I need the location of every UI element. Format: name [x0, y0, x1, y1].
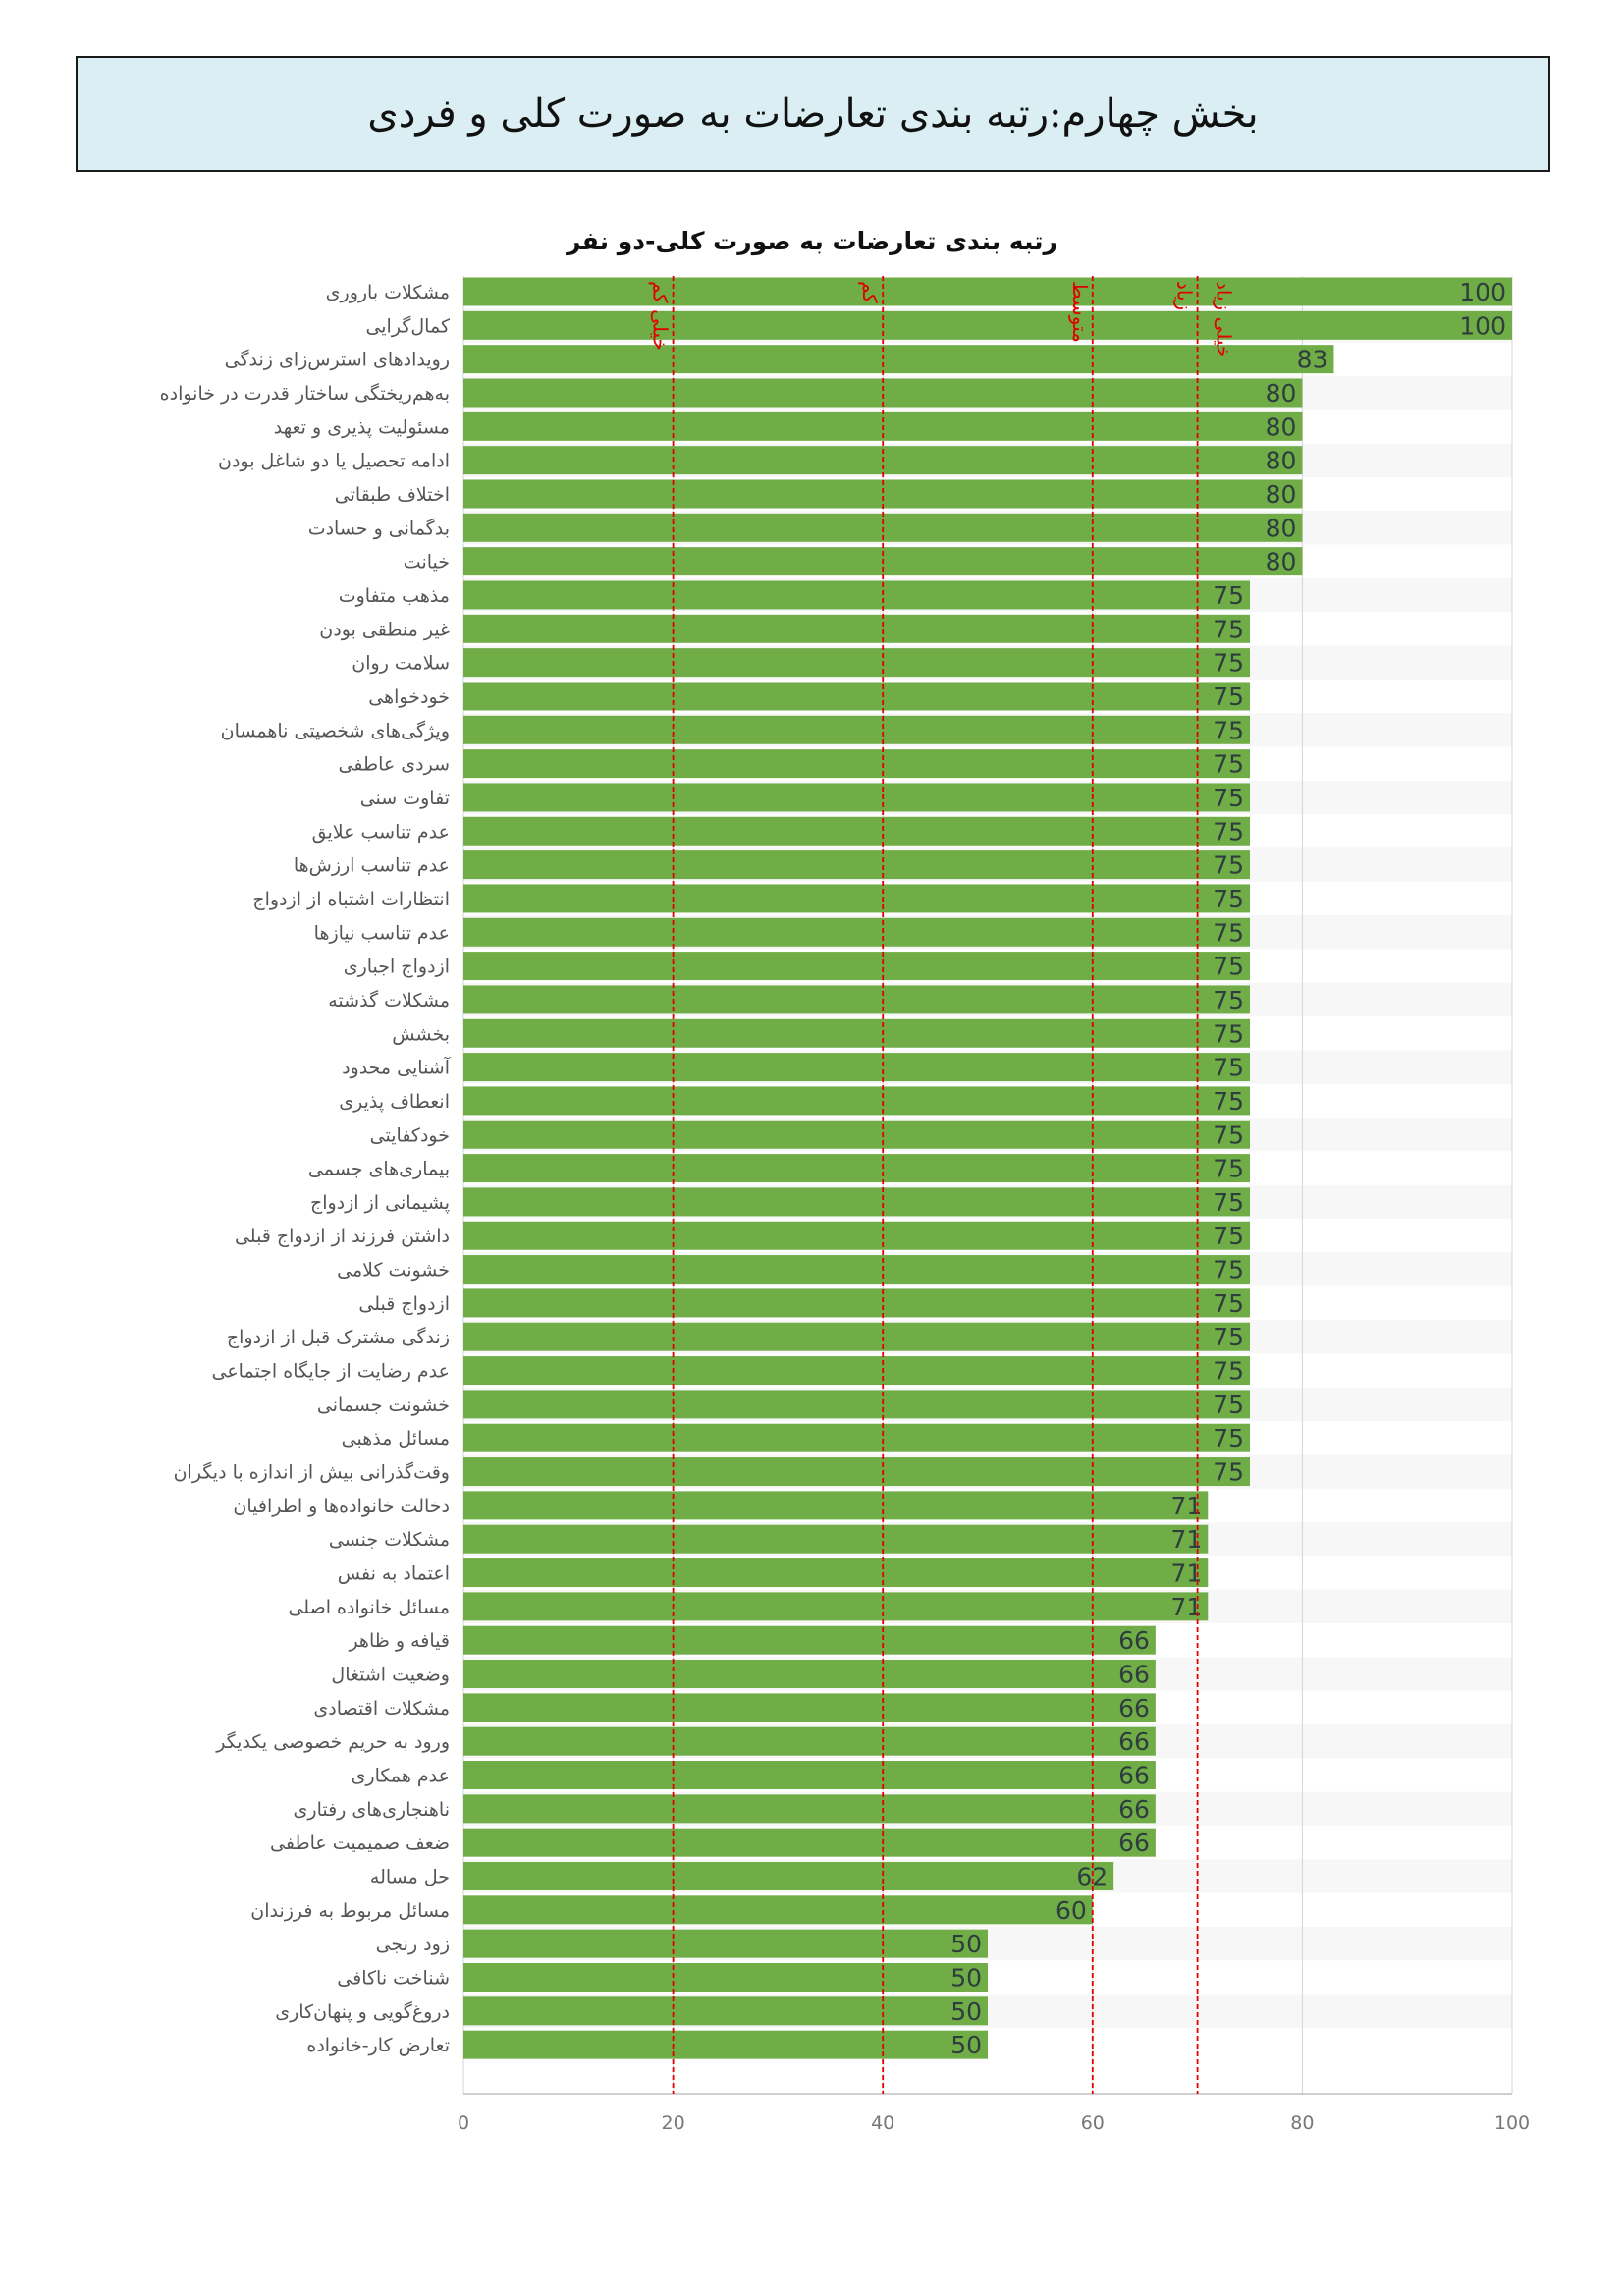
- category-label: مسائل خانواده اصلی: [288, 1596, 450, 1618]
- category-label: ادامه تحصیل یا دو شاغل بودن: [218, 450, 450, 472]
- bar-value-label: 80: [1265, 446, 1297, 475]
- bar: [463, 918, 1250, 947]
- bar-value-label: 75: [1213, 682, 1244, 711]
- bar-value-label: 66: [1118, 1693, 1150, 1722]
- bar-value-label: 60: [1055, 1895, 1087, 1925]
- bar: [463, 749, 1250, 778]
- x-tick-label: 0: [457, 2112, 470, 2134]
- bar-value-label: 66: [1118, 1727, 1150, 1757]
- bar-value-label: 75: [1213, 1187, 1244, 1217]
- bar-value-label: 75: [1213, 1053, 1244, 1082]
- bar: [463, 1356, 1250, 1385]
- category-label: قیافه و ظاهر: [349, 1630, 450, 1653]
- bar-value-label: 50: [950, 1963, 982, 1993]
- bar: [463, 1053, 1250, 1081]
- bar-value-label: 75: [1213, 1390, 1244, 1419]
- bar-value-label: 75: [1213, 1019, 1244, 1049]
- bar: [463, 783, 1250, 811]
- reference-line-label: خیلی کم: [648, 281, 673, 351]
- category-label: عدم تناسب ارزش‌ها: [293, 854, 450, 877]
- category-label: ویژگی‌های شخصیتی ناهمسان: [220, 720, 450, 742]
- chart-title: رتبه بندی تعارضات به صورت کلی-دو نفر: [567, 227, 1057, 255]
- category-label: تفاوت سنی: [359, 787, 450, 809]
- bar: [463, 1626, 1156, 1655]
- bar-value-label: 75: [1213, 580, 1244, 610]
- bar: [463, 952, 1250, 980]
- x-tick-label: 100: [1493, 2112, 1531, 2134]
- reference-line-label: خیلی زیاد: [1212, 281, 1236, 358]
- bar: [463, 1288, 1250, 1317]
- bar-value-label: 75: [1213, 1424, 1244, 1453]
- category-label: به‌هم‌ریختگی ساختار قدرت در خانواده: [159, 382, 450, 405]
- bar: [463, 1154, 1250, 1182]
- bar-value-label: 75: [1213, 1154, 1244, 1183]
- x-tick-label: 60: [1080, 2112, 1105, 2134]
- category-label: سلامت روان: [352, 652, 450, 675]
- category-label: مشکلات جنسی: [328, 1529, 450, 1552]
- category-label: اختلاف طبقاتی: [334, 483, 450, 506]
- category-label: کمال‌گرایی: [365, 315, 450, 338]
- category-label: عدم رضایت از جایگاه اجتماعی: [211, 1360, 450, 1383]
- bar-value-label: 75: [1213, 985, 1244, 1014]
- section-header-text: بخش چهارم:رتبه بندی تعارضات به صورت کلی و فردی: [367, 91, 1259, 137]
- category-label: ازدواج اجباری: [343, 956, 450, 978]
- bar-value-label: 75: [1213, 1323, 1244, 1352]
- bar: [463, 850, 1250, 879]
- bar-value-label: 50: [950, 2031, 982, 2060]
- bar: [463, 1525, 1208, 1554]
- bar: [463, 1829, 1156, 1857]
- bar: [463, 1693, 1156, 1722]
- category-label: عدم تناسب نیازها: [313, 922, 450, 945]
- category-label: انتظارات اشتباه از ازدواج: [252, 888, 450, 910]
- category-label: ضعف صمیمیت عاطفی: [270, 1832, 450, 1855]
- category-label: مشکلات اقتصادی: [313, 1697, 450, 1720]
- bar-value-label: 75: [1213, 817, 1244, 847]
- category-label: خشونت جسمانی: [316, 1394, 450, 1416]
- category-labels: [160, 282, 451, 2056]
- bar-value-label: 66: [1118, 1626, 1150, 1656]
- bar: [463, 345, 1333, 373]
- category-label: آشنایی محدود: [342, 1057, 450, 1079]
- bar-value-label: 75: [1213, 1356, 1244, 1386]
- bar: [463, 1255, 1250, 1284]
- category-label: بیماری‌های جسمی: [307, 1158, 450, 1180]
- category-label: اعتماد به نفس: [337, 1562, 450, 1585]
- bar: [463, 1963, 988, 1992]
- category-label: مسائل مذهبی: [341, 1428, 450, 1450]
- category-label: رویدادهای استرس‌زای زندگی: [224, 349, 450, 371]
- bar: [463, 1761, 1156, 1789]
- bar-value-label: 75: [1213, 783, 1244, 812]
- category-label: شناخت ناکافی: [337, 1967, 450, 1990]
- category-label: مذهب متفاوت: [338, 584, 450, 607]
- bar-value-label: 75: [1213, 1222, 1244, 1251]
- bar: [463, 2031, 988, 2059]
- bar-value-label: 50: [950, 1930, 982, 1959]
- bar-value-label: 80: [1265, 547, 1297, 576]
- bar-value-label: 62: [1076, 1862, 1109, 1891]
- category-label: دخالت خانواده‌ها و اطرافیان: [233, 1495, 450, 1517]
- bar-value-label: 66: [1118, 1794, 1150, 1824]
- category-label: غیر منطقی بودن: [319, 619, 450, 641]
- bar: [463, 884, 1250, 912]
- category-label: زندگی مشترک قبل از ازدواج: [226, 1327, 450, 1349]
- category-label: دروغ‌گویی و پنهان‌کاری: [275, 2000, 450, 2023]
- bar-value-label: 80: [1265, 378, 1297, 408]
- bar-value-label: 75: [1213, 648, 1244, 678]
- bar: [463, 580, 1250, 609]
- bar-value-label: 75: [1213, 615, 1244, 644]
- bar-value-label: 71: [1170, 1592, 1203, 1621]
- category-label: حل مساله: [369, 1866, 450, 1888]
- x-tick-label: 80: [1290, 2112, 1315, 2134]
- bar: [463, 1895, 1093, 1924]
- category-label: بدگمانی و حسادت: [307, 518, 450, 540]
- category-label: خیانت: [403, 551, 450, 574]
- bar-value-label: 75: [1213, 1121, 1244, 1150]
- bar-value-label: 50: [950, 1996, 982, 2026]
- category-label: زود رنجی: [375, 1934, 450, 1956]
- bar: [463, 1457, 1250, 1486]
- bar-value-label: 75: [1213, 1457, 1244, 1487]
- bar-value-label: 75: [1213, 749, 1244, 779]
- bar: [463, 1862, 1113, 1890]
- bar: [463, 1019, 1250, 1048]
- bar-value-label: 83: [1296, 345, 1328, 374]
- category-label: عدم همکاری: [351, 1765, 450, 1787]
- bar-value-label: 71: [1170, 1525, 1203, 1555]
- bar: [463, 1424, 1250, 1452]
- category-label: مشکلات گذشته: [328, 989, 450, 1011]
- category-label: بخشش: [392, 1023, 450, 1046]
- bar-value-label: 66: [1118, 1761, 1150, 1790]
- category-label: انعطاف پذیری: [339, 1090, 450, 1113]
- category-label: ازدواج قبلی: [358, 1292, 450, 1315]
- category-label: مسائل مربوط به فرزندان: [250, 1899, 450, 1922]
- bar: [463, 615, 1250, 643]
- category-label: ورود به حریم خصوصی یکدیگر: [216, 1731, 450, 1754]
- category-label: داشتن فرزند از ازدواج قبلی: [234, 1226, 450, 1248]
- category-label: خودکفایتی: [369, 1124, 450, 1147]
- bar-value-label: 75: [1213, 952, 1244, 981]
- bar-value-label: 66: [1118, 1829, 1150, 1858]
- category-label: خودخواهی: [368, 685, 450, 708]
- bar: [463, 648, 1250, 677]
- bar: [463, 311, 1512, 340]
- reference-line-label: کم: [858, 281, 883, 303]
- bar: [463, 1592, 1208, 1620]
- bar: [463, 1390, 1250, 1418]
- bar: [463, 1996, 988, 2025]
- x-tick-label: 40: [871, 2112, 895, 2134]
- bar-value-label: 80: [1265, 514, 1297, 543]
- bar: [463, 1930, 988, 1958]
- category-label: پشیمانی از ازدواج: [309, 1191, 450, 1214]
- bar-value-label: 75: [1213, 918, 1244, 948]
- category-label: مسئولیت پذیری و تعهد: [273, 416, 450, 439]
- bar: [463, 1086, 1250, 1115]
- bar-value-label: 75: [1213, 1255, 1244, 1285]
- bar: [463, 817, 1250, 846]
- x-tick-label: 20: [661, 2112, 685, 2134]
- bar: [463, 1794, 1156, 1823]
- bar: [463, 1323, 1250, 1351]
- bar-value-label: 80: [1265, 479, 1297, 509]
- bar: [463, 682, 1250, 710]
- bar-value-label: 71: [1170, 1491, 1203, 1520]
- reference-line-label: متوسط: [1067, 281, 1092, 343]
- bar-value-label: 100: [1459, 311, 1506, 341]
- category-label: وضعیت اشتغال: [331, 1664, 450, 1686]
- category-label: تعارض کار-خانواده: [306, 2035, 450, 2057]
- bar: [463, 1491, 1208, 1519]
- category-label: سردی عاطفی: [338, 753, 450, 776]
- x-axis: [458, 2112, 1530, 2134]
- category-label: وقت‌گذرانی بیش از اندازه با دیگران: [173, 1461, 450, 1484]
- category-label: خشونت کلامی: [337, 1259, 450, 1282]
- bar-value-label: 100: [1459, 278, 1506, 306]
- bar: [463, 1121, 1250, 1149]
- bar-value-label: 75: [1213, 884, 1244, 913]
- category-label: مشکلات باروری: [325, 282, 450, 303]
- bar: [463, 1187, 1250, 1216]
- bar-value-label: 80: [1265, 412, 1297, 442]
- bar-value-label: 75: [1213, 1288, 1244, 1318]
- bar-value-label: 75: [1213, 716, 1244, 745]
- bar: [463, 278, 1512, 306]
- bar: [463, 1558, 1208, 1587]
- bar: [463, 1660, 1156, 1688]
- bar: [463, 716, 1250, 744]
- bar-value-label: 66: [1118, 1660, 1150, 1689]
- bar: [463, 985, 1250, 1013]
- bar-value-label: 71: [1170, 1558, 1203, 1588]
- bar-value-label: 75: [1213, 1086, 1244, 1116]
- bar: [463, 1222, 1250, 1250]
- bar-value-label: 75: [1213, 850, 1244, 880]
- category-label: ناهنجاری‌های رفتاری: [293, 1798, 450, 1821]
- reference-line-label: زیاد: [1172, 281, 1197, 311]
- bar: [463, 1727, 1156, 1756]
- category-label: عدم تناسب علایق: [311, 821, 450, 844]
